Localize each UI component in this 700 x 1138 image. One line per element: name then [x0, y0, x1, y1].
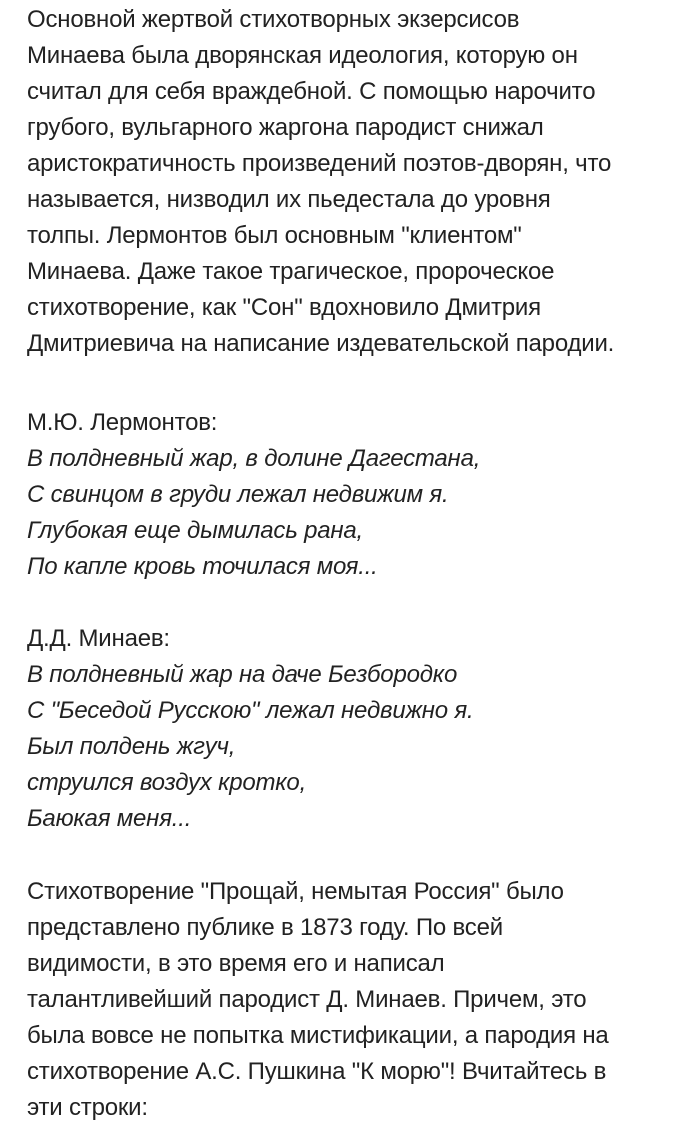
paragraph-line: грубого, вульгарного жаргона пародист снижал — [27, 114, 544, 141]
paragraph-line: видимости, в это время его и написал — [27, 950, 445, 977]
paragraph-line: была вовсе не попытка мистификации, а пародия на — [27, 1022, 609, 1049]
paragraph-line: Минаева. Даже такое трагическое, пророческое — [27, 258, 555, 285]
poem-minaev — [27, 621, 474, 837]
paragraph-line: стихотворение А.С. Пушкина "К морю"! Вчитайтесь в — [27, 1058, 607, 1085]
paragraph-line: считал для себя враждебной. С помощью нарочито — [27, 78, 596, 105]
poem-line: струился воздух кротко, — [27, 769, 307, 796]
poem-line: Баюкая меня... — [27, 805, 192, 832]
paragraph-outro — [27, 874, 609, 1126]
paragraph-line: представлено публике в 1873 году. По всей — [27, 914, 503, 941]
poem-lermontov — [27, 405, 480, 585]
poem-line: С "Беседой Русскою" лежал недвижно я. — [27, 697, 474, 724]
paragraph-line: Основной жертвой стихотворных экзерсисов — [27, 6, 520, 33]
paragraph-line: талантливейший пародист Д. Минаев. Причем, это — [27, 986, 587, 1013]
paragraph-line: Минаева была дворянская идеология, которую он — [27, 42, 578, 69]
paragraph-intro — [27, 2, 614, 362]
paragraph-line: Стихотворение "Прощай, немытая Россия" было — [27, 878, 564, 905]
poem-author: Д.Д. Минаев: — [27, 625, 170, 652]
poem-line: Был полдень жгуч, — [27, 733, 236, 760]
poem-line: В полдневный жар на даче Безбородко — [27, 661, 458, 688]
paragraph-line: Дмитриевича на написание издевательской пародии. — [27, 330, 615, 357]
paragraph-line: аристократичность произведений поэтов-дворян, что — [27, 150, 612, 177]
paragraph-line: называется, низводил их пьедестала до уровня — [27, 186, 551, 213]
poem-line: По капле кровь точилася моя... — [27, 553, 378, 580]
poem-line: В полдневный жар, в долине Дагестана, — [27, 445, 481, 472]
paragraph-line: толпы. Лермонтов был основным "клиентом" — [27, 222, 522, 249]
poem-line: С свинцом в груди лежал недвижим я. — [27, 481, 449, 508]
poem-author: М.Ю. Лермонтов: — [27, 409, 218, 436]
paragraph-line: стихотворение, как "Сон" вдохновило Дмитрия — [27, 294, 541, 321]
poem-line: Глубокая еще дымилась рана, — [27, 517, 364, 544]
paragraph-line: эти строки: — [27, 1094, 148, 1121]
